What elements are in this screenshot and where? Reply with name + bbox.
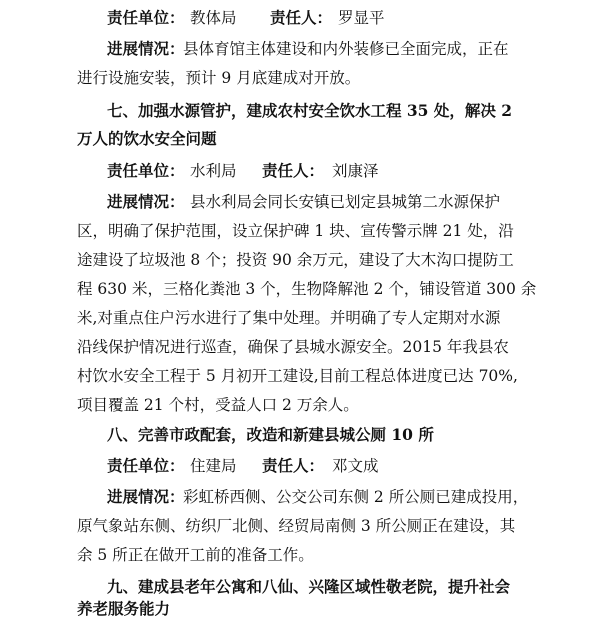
person-label: 责任人： (262, 161, 325, 180)
progress-label: 进展情况： (107, 487, 185, 506)
section-heading (0, 124, 595, 154)
progress-paragraph-line (0, 216, 595, 246)
progress-paragraph-line (0, 390, 595, 420)
unit-label: 责任单位： (107, 8, 185, 27)
progress-text: 进行设施安装，预计 9 月底建成对开放。 (77, 69, 361, 87)
progress-paragraph-line (0, 274, 595, 304)
person-label: 责任人： (262, 456, 325, 475)
person-value: 邓文成 (332, 457, 379, 475)
progress-paragraph-line (0, 482, 595, 512)
progress-text: 途建设了垃圾池 8 个；投资 90 余万元，建设了大木沟口提防工 (77, 251, 514, 269)
section-heading (0, 420, 595, 450)
progress-paragraph-line (0, 303, 595, 333)
progress-paragraph-line (0, 332, 595, 362)
responsibility-row (0, 3, 595, 33)
section-title: 九、建成县老年公寓和八仙、兴隆区域性敬老院，提升社会 (107, 577, 511, 596)
progress-text: 村饮水安全工程于 5 月初开工建设,目前工程总体进度已达 70%, (77, 367, 518, 385)
section-title: 八、完善市政配套，改造和新建县城公厕 10 所 (107, 425, 434, 444)
responsibility-row (0, 451, 595, 481)
progress-label: 进展情况： (107, 192, 185, 211)
progress-text: 米,对重点住户污水进行了集中处理。并明确了专人定期对水源 (77, 309, 501, 327)
unit-label: 责任单位： (107, 456, 185, 475)
progress-paragraph-line (0, 34, 595, 64)
progress-paragraph-line (0, 511, 595, 541)
person-value: 罗显平 (338, 9, 385, 27)
section-title: 养老服务能力 (77, 599, 171, 618)
progress-paragraph-line (0, 540, 595, 570)
section-title: 七、加强水源管护，建成农村安全饮水工程 35 处，解决 2 (107, 101, 513, 120)
progress-paragraph-line (0, 361, 595, 391)
unit-value: 水利局 (190, 162, 237, 180)
progress-text: 县水利局会同长安镇已划定县城第二水源保护 (190, 193, 501, 211)
progress-text: 沿线保护情况进行巡查，确保了县城水源安全。2015 年我县农 (77, 338, 509, 356)
progress-paragraph-line (0, 63, 595, 93)
progress-text: 区，明确了保护范围，设立保护碑 1 块、宣传警示牌 21 处，沿 (77, 222, 514, 240)
section-title: 万人的饮水安全问题 (77, 129, 217, 148)
progress-text: 程 630 米，三格化粪池 3 个，生物降解池 2 个，铺设管道 300 余 (77, 280, 537, 298)
progress-text: 余 5 所正在做开工前的准备工作。 (77, 546, 314, 564)
progress-paragraph-line (0, 245, 595, 275)
unit-value: 教体局 (190, 9, 237, 27)
section-heading (0, 594, 595, 624)
progress-text: 项目覆盖 21 个村，受益人口 2 万余人。 (77, 396, 359, 414)
progress-text: 县体育馆主体建设和内外装修已全面完成，正在 (183, 40, 509, 58)
section-heading (0, 96, 595, 126)
progress-label: 进展情况： (107, 39, 185, 58)
progress-text: 原气象站东侧、纺织厂北侧、经贸局南侧 3 所公厕正在建设，其 (77, 517, 516, 535)
progress-paragraph-line (0, 187, 595, 217)
person-value: 刘康泽 (332, 162, 379, 180)
responsibility-row (0, 156, 595, 186)
unit-value: 住建局 (190, 457, 237, 475)
progress-text: 彩虹桥西侧、公交公司东侧 2 所公厕已建成投用， (183, 488, 529, 506)
person-label: 责任人： (270, 8, 333, 27)
unit-label: 责任单位： (107, 161, 185, 180)
